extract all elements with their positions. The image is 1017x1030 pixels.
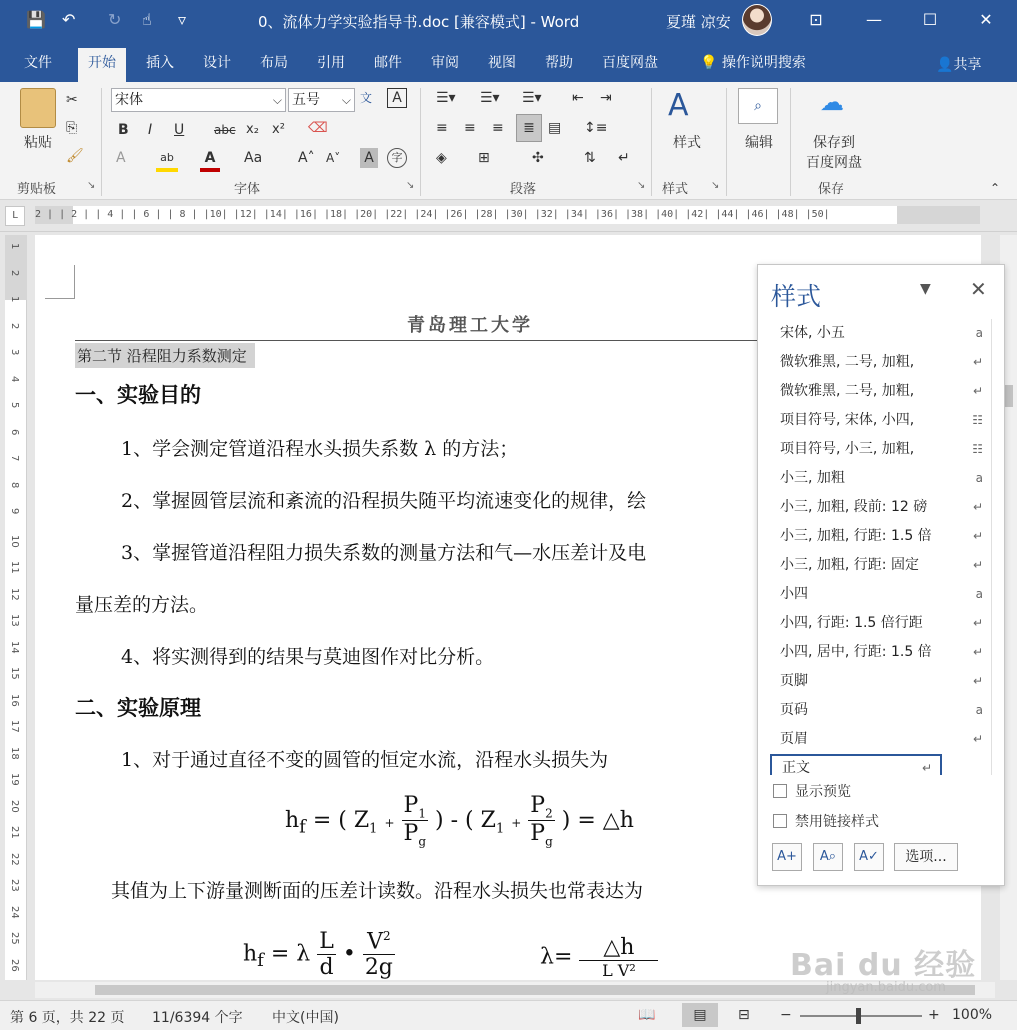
vruler-number: 8	[9, 481, 20, 488]
tab-layout[interactable]: 布局	[260, 55, 288, 71]
style-type-icon: ☷	[970, 435, 983, 464]
tab-baidu-netdisk[interactable]: 百度网盘	[602, 55, 658, 71]
cut-icon[interactable]: ✂	[66, 92, 78, 108]
print-layout-icon[interactable]: ▤	[682, 1003, 718, 1027]
tab-mailings[interactable]: 邮件	[374, 55, 402, 71]
vruler-number: 6	[9, 428, 20, 435]
chevron-down-icon: ⌵	[272, 93, 282, 107]
close-button[interactable]: ✕	[979, 10, 993, 29]
search-icon[interactable]: ⌕	[738, 88, 778, 124]
style-item-label: 项目符号, 小三, 加粗,	[780, 441, 915, 457]
style-item-label: 小四	[780, 586, 808, 602]
undo-icon[interactable]: ↶	[62, 10, 76, 29]
vruler-number: 10	[9, 534, 20, 548]
vruler-number: 12	[9, 587, 20, 601]
show-marks-icon[interactable]: ↵	[618, 150, 630, 166]
section-tag[interactable]: 第二节 沿程阻力系数测定	[75, 343, 255, 368]
paragraph-launcher-icon[interactable]: ↘	[637, 180, 646, 191]
paragraph[interactable]: 1、学会测定管道沿程水头损失系数 λ 的方法；	[121, 438, 519, 460]
zoom-level[interactable]: 100%	[952, 1007, 993, 1023]
borders-icon[interactable]: ⊞	[478, 150, 490, 166]
styles-pane	[757, 264, 1005, 886]
style-item[interactable]	[770, 493, 991, 522]
distributed-icon[interactable]: ▤	[548, 120, 562, 136]
phonetic-guide-icon[interactable]: 文	[360, 91, 373, 105]
style-type-icon: ↵	[971, 638, 983, 667]
tab-design[interactable]: 设计	[203, 55, 231, 71]
styles-button[interactable]: 样式	[673, 135, 701, 151]
vruler-number: 18	[9, 746, 20, 760]
asian-layout-icon[interactable]: ✣	[532, 150, 544, 166]
vruler-number: 2	[9, 269, 20, 276]
save-group-label: 保存	[818, 182, 845, 197]
style-item[interactable]	[770, 464, 991, 493]
style-item[interactable]	[770, 580, 991, 609]
fraction: $\frac{V^2}{2g}$	[364, 929, 393, 980]
font-group-label: 字体	[234, 182, 261, 197]
style-item-label: 微软雅黑, 二号, 加粗,	[780, 354, 915, 370]
multilevel-list-icon[interactable]: ☰▾	[522, 90, 542, 106]
style-type-icon: a	[974, 464, 983, 493]
style-item-label: 页眉	[780, 731, 808, 747]
style-type-icon: a	[974, 580, 983, 609]
group-separator	[101, 88, 102, 196]
formula-headloss[interactable]: $h_f$ = ( $Z_1$ + $\frac{P_1}{P_g}$ ) - ( $Z_1$ + $\frac{P_2}{P_g}$ ) = △h	[285, 793, 634, 849]
style-type-icon: ☷	[970, 406, 983, 435]
manage-styles-button[interactable]: A✓	[854, 843, 884, 871]
style-type-icon: a	[974, 319, 983, 348]
new-style-button[interactable]: A+	[772, 843, 802, 871]
shrink-font-button[interactable]: A˅	[326, 151, 341, 165]
style-type-icon: ↵	[971, 609, 983, 638]
tab-insert[interactable]: 插入	[146, 55, 174, 71]
style-item[interactable]	[770, 551, 991, 580]
heading-purpose[interactable]: 一、实验目的	[75, 382, 201, 407]
style-item[interactable]	[770, 638, 991, 667]
bullets-icon[interactable]: ☰▾	[436, 90, 456, 106]
vruler-number: 20	[9, 799, 20, 813]
zoom-slider-handle[interactable]	[856, 1008, 861, 1024]
style-type-icon: ↵	[971, 725, 983, 754]
vruler-number: 1	[9, 296, 20, 303]
character-shading-button[interactable]: A	[360, 148, 378, 168]
style-item[interactable]	[770, 609, 991, 638]
style-type-icon: ↵	[971, 551, 983, 580]
editing-button[interactable]: 编辑	[745, 135, 773, 151]
align-left-icon[interactable]: ≡	[436, 120, 448, 136]
vruler-number: 7	[9, 455, 20, 462]
vruler-number: 22	[9, 852, 20, 866]
zoom-out-button[interactable]: −	[780, 1007, 792, 1023]
vruler-number: 9	[9, 508, 20, 515]
tab-help[interactable]: 帮助	[545, 55, 573, 71]
grow-font-button[interactable]: A˄	[298, 150, 315, 166]
style-item[interactable]	[770, 754, 942, 775]
page-header[interactable]: 青岛理工大学	[407, 315, 533, 336]
styles-icon[interactable]: A	[668, 88, 689, 123]
style-type-icon: ↵	[971, 522, 983, 551]
close-icon[interactable]: ✕	[970, 277, 987, 301]
group-separator	[726, 88, 727, 196]
save-to-baidu-button[interactable]: 保存到 百度网盘	[806, 135, 862, 171]
vruler-number: 23	[9, 879, 20, 892]
style-item-label: 正文	[782, 760, 810, 775]
ribbon	[0, 82, 1017, 200]
user-name[interactable]: 夏瑾 凉安	[666, 13, 731, 31]
checkbox[interactable]	[773, 814, 787, 828]
status-bar	[0, 1000, 1017, 1030]
paste-button[interactable]: 粘贴	[24, 135, 52, 151]
read-mode-icon[interactable]: 📖	[638, 1007, 656, 1023]
vruler-number: 1	[9, 243, 20, 250]
crop-mark	[45, 265, 75, 299]
styles-list[interactable]	[770, 319, 992, 775]
increase-indent-icon[interactable]: ⇥	[600, 90, 612, 106]
style-item[interactable]	[770, 406, 991, 435]
paragraph[interactable]: 2、掌握圆管层流和紊流的沿程损失随平均流速变化的规律，绘	[121, 490, 647, 512]
superscript-button[interactable]: x²	[272, 122, 285, 137]
chevron-down-icon: ⌵	[341, 93, 351, 107]
tab-view[interactable]: 视图	[488, 55, 516, 71]
ruler-track[interactable]	[35, 206, 980, 224]
font-color-button[interactable]: A	[200, 148, 220, 172]
tab-file[interactable]: 文件	[24, 55, 52, 71]
change-case-button[interactable]: Aa	[244, 150, 263, 166]
share-button[interactable]: 👤共享	[936, 57, 982, 73]
decrease-indent-icon[interactable]: ⇤	[572, 90, 584, 106]
style-item-label: 微软雅黑, 二号, 加粗,	[780, 383, 915, 399]
tab-home[interactable]: 开始	[78, 48, 126, 82]
style-item[interactable]	[770, 377, 991, 406]
zoom-in-button[interactable]: +	[928, 1007, 940, 1023]
vruler-number: 15	[9, 667, 20, 680]
style-item[interactable]	[770, 435, 991, 464]
vruler-number: 5	[9, 402, 20, 409]
styles-pane-title: 样式	[771, 282, 822, 311]
vruler-number: 11	[9, 561, 20, 574]
style-type-icon: ↵	[971, 348, 983, 377]
justify-icon[interactable]: ≣	[516, 114, 542, 142]
paragraph[interactable]: 3、掌握管道沿程阻力损失系数的测量方法和气—水压差计及电	[121, 542, 647, 564]
font-size-combo[interactable]: 五号 ⌵	[288, 88, 355, 112]
format-painter-icon[interactable]: 🖌	[66, 148, 84, 164]
fraction: $\frac{\triangle h}{\text{L V²}}$	[579, 935, 658, 980]
font-name-combo[interactable]: 宋体 ⌵	[111, 88, 286, 112]
align-center-icon[interactable]: ≡	[464, 120, 476, 136]
style-item-label: 小三, 加粗, 段前: 12 磅	[780, 499, 928, 515]
style-type-icon: ↵	[971, 493, 983, 522]
paragraph[interactable]: 4、将实测得到的结果与莫迪图作对比分析。	[121, 646, 495, 668]
style-item-label: 小三, 加粗	[780, 470, 845, 486]
style-item[interactable]	[770, 667, 991, 696]
horizontal-ruler[interactable]	[0, 200, 1017, 232]
fraction: $\frac{P_1}{P_g}$	[403, 793, 427, 849]
show-preview-checkbox[interactable]: 显示预览	[773, 781, 851, 801]
style-item-label: 页码	[780, 702, 808, 718]
tab-review[interactable]: 审阅	[431, 55, 459, 71]
vruler-number: 14	[9, 640, 20, 654]
maximize-button[interactable]: ☐	[922, 10, 938, 29]
line-spacing-icon[interactable]: ↕≡	[584, 120, 608, 136]
tell-me-search[interactable]: 💡 操作说明搜索	[700, 55, 806, 71]
fraction: $\frac{P_2}{P_g}$	[530, 793, 553, 849]
vruler-number: 21	[9, 826, 20, 839]
style-type-icon: ↵	[920, 756, 932, 775]
vruler-number: 2	[9, 322, 20, 329]
group-separator	[790, 88, 791, 196]
style-item-label: 小三, 加粗, 行距: 1.5 倍	[780, 528, 932, 544]
ruler-numbers: 2 | | 2 | | 4 | | 6 | | 8 | |10| |12| |14| |16| |18| |20| |22| |24| |26| |28| |30| |32| |34| |36| |38| |40| |42| |44| |46| |48| |50|	[35, 209, 830, 220]
style-item[interactable]	[770, 319, 991, 348]
style-item-label: 页脚	[780, 673, 808, 689]
group-separator	[651, 88, 652, 196]
sort-icon[interactable]: ⇅	[584, 150, 596, 166]
options-button[interactable]: 选项...	[894, 843, 958, 871]
style-item[interactable]	[770, 348, 991, 377]
customize-toolbar-icon[interactable]: ▿	[178, 10, 187, 29]
paste-icon[interactable]	[20, 88, 56, 128]
style-item-label: 宋体, 小五	[780, 325, 845, 341]
save-icon[interactable]: 💾	[26, 10, 46, 29]
vruler-number: 4	[9, 375, 20, 382]
minimize-button[interactable]: —	[866, 10, 882, 29]
baidu-netdisk-icon[interactable]: ☁	[820, 88, 844, 116]
paragraph[interactable]: 其值为上下游量测断面的压差计读数。沿程水头损失也常表达为	[111, 880, 644, 902]
word-count[interactable]: 11/6394 个字	[152, 1010, 243, 1026]
vruler-number: 3	[9, 349, 20, 356]
header-rule	[75, 340, 815, 341]
tab-references[interactable]: 引用	[317, 55, 345, 71]
vruler-number: 13	[9, 614, 20, 627]
styles-group-label: 样式	[662, 182, 689, 197]
align-right-icon[interactable]: ≡	[492, 120, 504, 136]
checkbox[interactable]	[773, 784, 787, 798]
vruler-number: 17	[9, 720, 20, 733]
style-item[interactable]	[770, 725, 991, 754]
zoom-slider[interactable]	[800, 1015, 922, 1017]
scroll-thumb[interactable]	[1004, 385, 1013, 407]
collapse-ribbon-icon[interactable]: ⌃	[990, 181, 1001, 195]
redo-icon[interactable]: ↻	[108, 10, 122, 29]
strikethrough-button[interactable]: abc	[214, 123, 236, 137]
baidu-watermark	[790, 940, 990, 1000]
style-item-label: 小三, 加粗, 行距: 固定	[780, 557, 919, 573]
enclose-characters-button[interactable]: 字	[387, 148, 407, 168]
style-inspector-button[interactable]: A⌕	[813, 843, 843, 871]
paragraph-group-label: 段落	[510, 182, 537, 197]
avatar[interactable]	[742, 4, 772, 36]
ribbon-tabs	[0, 42, 1017, 82]
watermark-url: jingyan.baidu.com	[826, 980, 946, 995]
underline-button[interactable]: U	[174, 122, 185, 138]
formula-lambda[interactable]: λ= $\frac{\triangle h}{\text{L V²}}$	[540, 935, 658, 980]
copy-icon[interactable]: ⎘	[66, 120, 78, 136]
heading-principle[interactable]: 二、实验原理	[75, 695, 201, 720]
tab-selector[interactable]: L	[5, 206, 25, 226]
clipboard-group-label: 剪贴板	[17, 182, 57, 197]
formula-darcy[interactable]: $h_f = \lambda$ $\frac{L}{d}$ • $\frac{V^2}{2g}$	[243, 929, 393, 980]
style-type-icon: a	[974, 696, 983, 725]
clear-formatting-icon[interactable]: ⌫	[308, 120, 328, 136]
watermark-logo: Bai du 经验	[790, 948, 977, 983]
group-separator	[420, 88, 421, 196]
disable-linked-styles-checkbox[interactable]: 禁用链接样式	[773, 811, 879, 831]
document-title: 0、流体力学实验指导书.doc [兼容模式] - Word	[258, 13, 580, 31]
text-effects-icon[interactable]: A	[116, 150, 126, 166]
style-item-label: 项目符号, 宋体, 小四,	[780, 412, 915, 428]
character-border-icon[interactable]: A	[387, 88, 407, 108]
vertical-ruler[interactable]	[5, 235, 27, 980]
bold-button[interactable]: B	[118, 122, 129, 138]
style-item-label: 小四, 居中, 行距: 1.5 倍	[780, 644, 932, 660]
language[interactable]: 中文(中国)	[272, 1010, 339, 1026]
title-bar	[0, 0, 1017, 42]
lightbulb-icon: 💡	[700, 55, 722, 71]
style-item-label: 小四, 行距: 1.5 倍行距	[780, 615, 923, 631]
vruler-number: 24	[9, 905, 20, 919]
web-layout-icon[interactable]: ⊟	[738, 1007, 750, 1023]
fraction: $\frac{L}{d}$	[319, 929, 334, 980]
style-type-icon: ↵	[971, 667, 983, 696]
ruler-margin-right	[897, 206, 980, 224]
vruler-number: 25	[9, 932, 20, 945]
styles-launcher-icon[interactable]: ↘	[711, 180, 720, 191]
style-item[interactable]	[770, 696, 991, 725]
clipboard-launcher-icon[interactable]: ↘	[87, 180, 96, 191]
highlight-color-icon[interactable]: ab	[156, 148, 178, 172]
vruler-number: 26	[9, 958, 20, 972]
shading-icon[interactable]: ◈	[436, 150, 447, 166]
font-launcher-icon[interactable]: ↘	[406, 180, 415, 191]
touch-mode-icon[interactable]: ☝	[142, 10, 152, 29]
paragraph[interactable]: 1、对于通过直径不变的圆管的恒定水流，沿程水头损失为	[121, 749, 609, 771]
paragraph[interactable]: 量压差的方法。	[75, 594, 209, 616]
vruler-number: 16	[9, 693, 20, 707]
style-type-icon: ↵	[971, 377, 983, 406]
style-item[interactable]	[770, 522, 991, 551]
subscript-button[interactable]: x₂	[246, 122, 259, 137]
vruler-number: 19	[9, 773, 20, 786]
person-icon: 👤	[936, 57, 954, 73]
page-count[interactable]: 第 6 页，共 22 页	[10, 1010, 125, 1026]
italic-button[interactable]: I	[148, 122, 153, 138]
pane-options-icon[interactable]: ▼	[920, 281, 931, 297]
ribbon-display-options-icon[interactable]: ⊡	[809, 10, 823, 29]
numbering-icon[interactable]: ☰▾	[480, 90, 500, 106]
